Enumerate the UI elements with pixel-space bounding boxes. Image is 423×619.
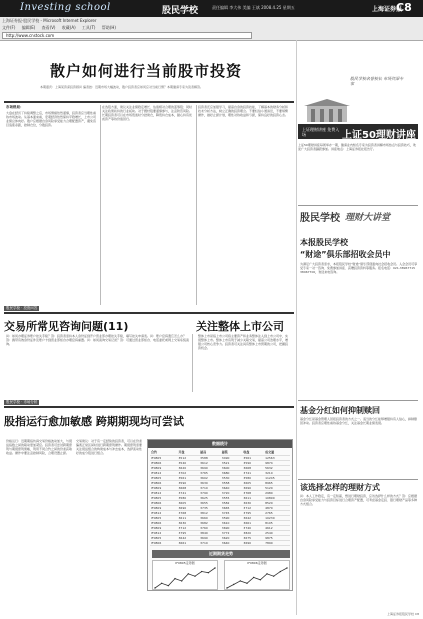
table-cell: 3611: [242, 495, 264, 500]
menu-help[interactable]: 帮助(H): [101, 25, 116, 30]
table-cell: 3555: [221, 495, 243, 500]
table-cell: 3795: [178, 530, 200, 535]
table-row: [150, 540, 290, 545]
col-divider: [100, 105, 101, 305]
table-cell: 3668: [178, 485, 200, 490]
lead-headline: 散户如何进行当前股市投资: [49, 62, 242, 80]
school-building-icon: [298, 98, 356, 124]
pb-text-body: 为满足广大投资者需求，本报股民学校“财途”俱乐部现面向社会招收会员。入会会员可享受专家一对一咨询、免费参加讲座、获赠投资资料等服务。报名电话：021-38967715 38967700，欢迎来电咨询。: [300, 262, 418, 274]
lead-col-1-text: 大盘在经历了持续调整之后，市场情绪依然谨慎，投资者应当理性看待市场波动。从基本面来看，宏观经济依然保持平稳增长，上市公司业绩总体向好。散户应根据自身风险承受能力合理配置资产，避免盲目追涨杀跌，控制仓位，分散投资。: [6, 111, 97, 127]
table-cell: 2980: [264, 490, 290, 495]
lead-rule: [4, 101, 294, 103]
data-point: [154, 587, 155, 588]
table-cell: 3630: [178, 520, 200, 525]
page-number: C8: [396, 1, 412, 14]
table-cell: 5632: [264, 465, 290, 470]
table-cell: 10230: [264, 515, 290, 520]
data-point: [233, 584, 234, 585]
table-cell: 3690: [242, 485, 264, 490]
table-cell: 9874: [264, 460, 290, 465]
table-cell: 3710: [199, 485, 221, 490]
table-cell: 3605: [242, 480, 264, 485]
table-cell: 3735: [199, 505, 221, 510]
series-line: [155, 568, 215, 588]
menu-favorites[interactable]: 收藏(A): [61, 25, 76, 30]
table-cell: IF0809: [150, 485, 178, 490]
rail-text-2: [300, 417, 418, 477]
window-title: 上海证券报·股民学校 - Microsoft Internet Explorer: [2, 18, 97, 23]
table-cell: 7890: [264, 540, 290, 545]
table-header-cell: 开盘: [178, 450, 200, 455]
table-cell: 3611: [178, 515, 200, 520]
table-cell: 3590: [221, 515, 243, 520]
table-cell: 3690: [199, 465, 221, 470]
browser-chrome: [0, 17, 423, 41]
address-bar[interactable]: http://www.cnstock.com: [2, 32, 252, 39]
table-cell: IF0806: [150, 500, 178, 505]
table-cell: 3702: [178, 470, 200, 475]
table-cell: 3540: [178, 460, 200, 465]
table-cell: IF0809: [150, 465, 178, 470]
sec3-col-2: [76, 439, 142, 609]
data-panel: [147, 439, 293, 591]
table-cell: IF0805: [150, 515, 178, 520]
rail-banner-small: 上证理财讲座 免费入场: [302, 127, 340, 137]
rail-headline-3: 该选择怎样的理财方式: [300, 483, 380, 492]
pb-section-head: 股民学校: [300, 213, 340, 224]
table-cell: 3590: [178, 480, 200, 485]
menu-bar: [2, 25, 121, 31]
data-point: [168, 585, 169, 586]
table-cell: 3690: [221, 525, 243, 530]
page-footer: 上海证券报股民学校 C8: [387, 612, 419, 616]
table-cell: 3521: [221, 460, 243, 465]
table-cell: IF0806: [150, 520, 178, 525]
lead-col-3-text: 投资者还应加强学习，提高自身的投资技能，了解基本的财务分析和技术分析方法，树立正确的投资理念。不要轻信小道消息，不要频繁操作，做好止损计划，理性对待收益和亏损，保持良好的投资心态。: [198, 105, 289, 117]
table-cell: 5120: [264, 485, 290, 490]
table-cell: IF0809: [150, 505, 178, 510]
table-cell: 3490: [221, 455, 243, 460]
data-table: [150, 450, 290, 546]
data-point: [286, 567, 287, 568]
sec3-col-1-text: 价格运行：近期期指仿真交易价格波动加大，与现货指数之间的联动更加紧密。投资者可尝试跨期套利与期现套利策略，利用不同合约之间的价差获取收益。操作中要注意控制风险，合理设置止损。: [6, 439, 72, 455]
lead-intro: 本期嘉宾：上海某资深投资顾问 编者按：近期市场大幅波动，散户投资者应如何应对当前行情？本期邀请专家为读者解答。: [40, 85, 203, 89]
lead-col-1: [6, 105, 98, 305]
table-cell: 3588: [199, 455, 221, 460]
rail-text-3: [300, 494, 418, 609]
table-cell: 3582: [221, 500, 243, 505]
table-cell: 4612: [264, 525, 290, 530]
sec2-label: 股民学校 · 投资问答: [6, 306, 38, 310]
table-cell: IF0806: [150, 460, 178, 465]
data-point: [260, 579, 261, 580]
table-header-cell: 收盘: [242, 450, 264, 455]
pb-text: [300, 262, 418, 398]
rail-text-3-body: 问：本人工作稳定，有一定积蓄，想进行理财投资，应该选择什么样的方式？答：应根据自身风险承受能力与投资目标进行合理资产配置，可考虑基金定投、银行理财产品等多种方式组合。: [300, 494, 418, 506]
table-cell: 3642: [178, 535, 200, 540]
table-cell: 3682: [199, 520, 221, 525]
chart-subtitle: 近期期货走势: [152, 550, 290, 558]
table-cell: 3642: [242, 515, 264, 520]
table-cell: 3640: [221, 485, 243, 490]
mini-chart-2-title: IF0806走势图: [247, 561, 267, 565]
table-cell: 3561: [178, 475, 200, 480]
table-cell: 3620: [178, 465, 200, 470]
table-cell: 3561: [242, 455, 264, 460]
table-cell: 3741: [178, 490, 200, 495]
table-cell: 3580: [242, 475, 264, 480]
table-cell: IF0812: [150, 530, 178, 535]
mini-chart-2-plot: [225, 566, 289, 590]
data-point: [208, 572, 209, 573]
table-cell: 3768: [242, 490, 264, 495]
menu-file[interactable]: 文件(F): [2, 25, 16, 30]
table-cell: IF0805: [150, 475, 178, 480]
rail-mentor: 股民学校名誉校长 市场资深专家: [350, 76, 404, 86]
table-cell: IF0812: [150, 510, 178, 515]
table-cell: 3680: [221, 470, 243, 475]
mini-chart-2: [224, 560, 290, 590]
table-cell: 3765: [199, 470, 221, 475]
table-cell: IF0805: [150, 495, 178, 500]
table-cell: 3772: [221, 530, 243, 535]
table-cell: 3690: [242, 540, 264, 545]
table-cell: 3745: [221, 510, 243, 515]
rail-banner[interactable]: [298, 124, 418, 139]
sec2-left-headline: 交易所常见咨询问题(11): [4, 320, 129, 333]
data-point: [226, 587, 227, 588]
table-cell: 2540: [264, 530, 290, 535]
sec2-right-headline: 关注整体上市公司: [196, 320, 284, 333]
rail-rule: [298, 205, 418, 206]
table-cell: 3690: [199, 535, 221, 540]
table-cell: 3668: [242, 465, 264, 470]
table-cell: 3660: [199, 515, 221, 520]
table-cell: 3612: [199, 460, 221, 465]
table-cell: 8965: [264, 480, 290, 485]
table-header-cell: 合约: [150, 450, 178, 455]
table-cell: 3720: [221, 490, 243, 495]
table-header-cell: 成交量: [264, 450, 290, 455]
table-cell: 3820: [242, 530, 264, 535]
table-cell: 3630: [242, 500, 264, 505]
data-point: [273, 576, 274, 577]
mini-chart-1-title: IF0805走势图: [175, 561, 195, 565]
table-cell: 3710: [199, 540, 221, 545]
sec3-label: 股民学校 · 市场分析: [6, 400, 38, 404]
lead-col-3: [198, 105, 290, 305]
menu-tools[interactable]: 工具(T): [81, 25, 96, 30]
pb-headline-1: 本报股民学校: [300, 238, 348, 247]
table-cell: 4870: [264, 505, 290, 510]
table-cell: 3655: [199, 500, 221, 505]
table-cell: 3760: [199, 525, 221, 530]
sec2-left-text: [6, 334, 190, 392]
rail-headline-2: 基金分红如何抑制赎回: [300, 406, 380, 415]
table-cell: 3665: [221, 505, 243, 510]
table-cell: 9875: [264, 535, 290, 540]
table-cell: 3795: [242, 510, 264, 515]
table-cell: 8520: [264, 500, 290, 505]
rail-text-body: 上证50理财讲座每周举办一期，邀请业内知名专家为投资者讲解市场热点与投资技巧，欢迎广大投资者踊跃参加。讲座地点：上海证券报社报告厅。: [298, 143, 416, 151]
mini-chart-1: [152, 560, 218, 590]
pb-headline-2: “财途”俱乐部招收会员中: [300, 250, 391, 259]
table-cell: 3602: [199, 475, 221, 480]
sec2-rule: [4, 312, 294, 314]
table-cell: IF0806: [150, 480, 178, 485]
table-cell: 3640: [221, 540, 243, 545]
table-cell: 3840: [199, 530, 221, 535]
table-cell: 3661: [242, 520, 264, 525]
table-cell: 3580: [178, 495, 200, 500]
table-cell: IF0809: [150, 525, 178, 530]
data-point: [161, 583, 162, 584]
sec3-col-2-text: 交易建议：对于有一定经验的投资者，可以在价差偏离正常区间时进行跨期套利操作。期现套利需要关注现货组合的构建成本与冲击成本，选择流动性好的成分股进行组合。: [76, 439, 142, 455]
sec2-left-body: 问：如何办理证券账户挂失手续？答：投资者需持本人身份证到开户营业部办理挂失手续，填写挂失申请表。问：账户密码遗忘怎么办？答：携带有效身份证件及账户卡到营业部柜台办理密码重置。问：如何查询交易记录？答：可通过营业部柜台、电话委托或网上交易系统查询。: [6, 334, 190, 346]
table-cell: 3790: [199, 490, 221, 495]
sec2-right-body: 整体上市是指上市公司将主要资产和业务整体注入到上市公司中，实现整体上市。整体上市有利于减少关联交易，提高公司治理水平，增强公司核心竞争力。投资者可关注具有整体上市预期的公司，把握投资机会。: [198, 334, 289, 350]
data-point: [246, 583, 247, 584]
data-point: [174, 578, 175, 579]
table-cell: 3741: [242, 470, 264, 475]
series-line: [227, 568, 287, 588]
rail-text: [298, 143, 418, 203]
masthead-info: 责任编辑 李大伟 美编 王斌 2008.4.25 星期五: [212, 5, 295, 10]
table-cell: 3675: [242, 535, 264, 540]
data-point: [240, 580, 241, 581]
table-cell: IF0805: [150, 455, 178, 460]
table-cell: 3625: [199, 495, 221, 500]
table-cell: IF0812: [150, 490, 178, 495]
sec3-rule: [4, 406, 294, 408]
table-cell: 12563: [264, 455, 290, 460]
table-cell: 3712: [178, 525, 200, 530]
data-point: [280, 571, 281, 572]
table-cell: 10890: [264, 495, 290, 500]
table-cell: IF0805: [150, 535, 178, 540]
table-cell: 3620: [221, 535, 243, 540]
lead-col-2-text: 在选股方面，建议关注业绩稳定增长、估值相对合理的蓝筹股；同时关注政策扶持的行业板块。对于题材股要谨慎参与，注意防范风险。长期投资者可以在市场低迷时分批建仓，降低持仓成本，耐心持有优质资产等待价值回归。: [102, 105, 193, 121]
sec2-right-text: [198, 334, 290, 392]
table-cell: 2765: [264, 510, 290, 515]
table-cell: 3512: [178, 455, 200, 460]
col-divider: [192, 334, 193, 392]
section-title: 股民学校: [162, 6, 199, 16]
table-cell: 3210: [264, 470, 290, 475]
lead-col-2: [102, 105, 194, 305]
table-cell: 3690: [178, 505, 200, 510]
table-cell: 3600: [221, 465, 243, 470]
table-cell: 3530: [221, 475, 243, 480]
masthead-bar: [0, 0, 423, 17]
table-cell: 3768: [178, 510, 200, 515]
table-header-cell: 最高: [199, 450, 221, 455]
menu-edit[interactable]: 编辑(E): [21, 25, 36, 30]
table-cell: 3590: [242, 460, 264, 465]
table-cell: 3558: [221, 480, 243, 485]
rail-rule: [298, 400, 418, 401]
col-divider: [196, 105, 197, 305]
data-point: [181, 580, 182, 581]
brand-logo: 上海证券报: [372, 6, 403, 13]
table-cell: IF0806: [150, 540, 178, 545]
table-cell: 3661: [178, 540, 200, 545]
rail-rule: [298, 479, 418, 480]
table-cell: 3740: [242, 525, 264, 530]
sec3-col-1: [6, 439, 72, 609]
table-cell: 3712: [242, 505, 264, 510]
table-header-cell: 最低: [221, 450, 243, 455]
rail-banner-title: 上证50理财讲座: [342, 130, 416, 141]
table-cell: IF0812: [150, 470, 178, 475]
table-cell: 3812: [199, 510, 221, 515]
sec3-headline: 股指运行愈加敏感 跨期期现均可尝试: [4, 415, 184, 428]
pb-section-sub: 理财大讲堂: [345, 213, 391, 223]
menu-view[interactable]: 查看(V): [41, 25, 56, 30]
table-cell: 3605: [178, 500, 200, 505]
data-point: [253, 577, 254, 578]
masthead-logo: Investing school: [20, 2, 111, 13]
data-point: [194, 576, 195, 577]
mini-chart-1-plot: [153, 566, 217, 590]
table-cell: 3630: [199, 480, 221, 485]
data-point: [266, 573, 267, 574]
rail-text-2-body: 基金分红是基金管理人回报投资者的方式之一。适当的分红能够增强持有人信心，抑制赎回冲动。投资者应理性看待基金分红，关注基金长期业绩表现。: [300, 417, 418, 425]
table-cell: 11245: [264, 475, 290, 480]
school-graphic: [298, 98, 356, 124]
data-point: [201, 571, 202, 572]
data-point: [214, 567, 215, 568]
lead-col-1-head: 市场格局：: [6, 105, 24, 109]
table-cell: 8105: [264, 520, 290, 525]
data-panel-title: 数据统计: [148, 440, 292, 448]
data-point: [188, 573, 189, 574]
rail-divider: [296, 40, 297, 615]
table-cell: 3610: [221, 520, 243, 525]
